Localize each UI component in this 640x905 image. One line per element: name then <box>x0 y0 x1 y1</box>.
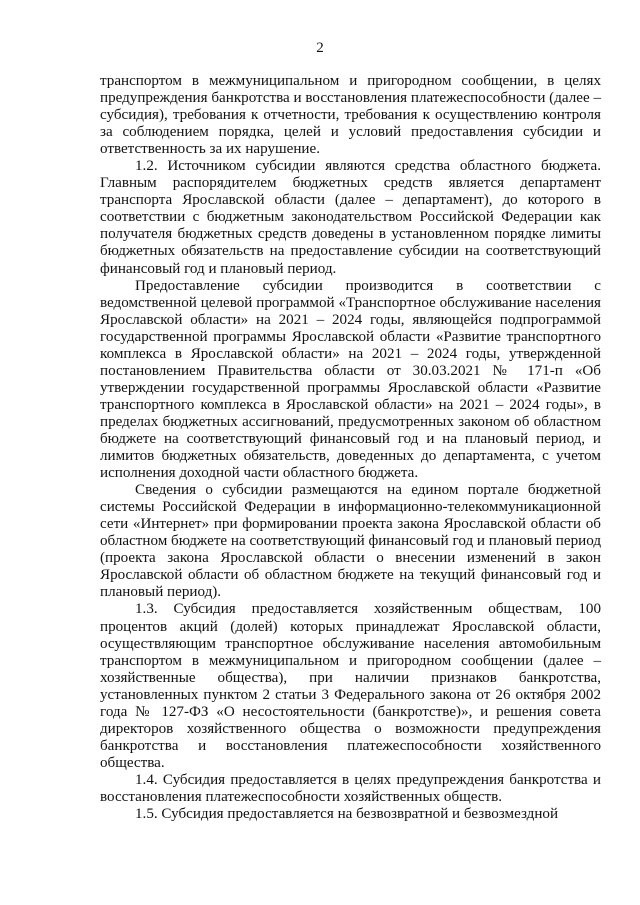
paragraph-continuation: транспортом в межмуниципальном и пригородном сообщении, в целях предупреждения банкротства и восстановления платежеспособности (далее – субсидия), требования к отчетности, требования к осуществлению контроля за соблюдением порядка, целей и условий предоставления субсидии и ответственность за их нарушение. <box>100 73 601 158</box>
paragraph-1-4-purpose: 1.4. Субсидия предоставляется в целях предупреждения банкротства и восстановления платежеспособности хозяйственных обществ. <box>100 771 601 805</box>
paragraph-provision-program: Предоставление субсидии производится в соответствии с ведомственной целевой программой «Транспортное обслуживание населения Ярославской области» на 2021 – 2024 годы, являющейся подпрограммой государственной программы Ярославской области «Развитие транспортного комплекса в Ярославской области» на 2021 – 2024 годы, утвержденной постановлением Правительства области от 30.03.2021 № 171-п «Об утверждении государственной программы Ярославской области «Развитие транспортного комплекса в Ярославской области» на 2021 – 2024 годы», в пределах бюджетных ассигнований, предусмотренных законом об областном бюджете на соответствующий финансовый год и на плановый период, и лимитов бюджетных обязательств, доведенных до департамента, с учетом исполнения доходной части областного бюджета. <box>100 277 601 482</box>
paragraph-1-5-terms: 1.5. Субсидия предоставляется на безвозвратной и безвозмездной <box>135 806 559 823</box>
paragraph-1-2-funding-source: 1.2. Источником субсидии являются средства областного бюджета. Главным распорядителем бюджетных средств является департамент транспорта Ярославской области (далее – департамент), до которого в соответствии с бюджетным законодательством Российской Федерации как получателя бюджетных средств доведены в установленном порядке лимиты бюджетных обязательств на предоставление субсидии на соответствующий финансовый год и плановый период. <box>100 158 601 277</box>
paragraph-subsidy-information: Сведения о субсидии размещаются на едином портале бюджетной системы Российской Федерации в информационно-телекоммуникационной сети «Интернет» при формировании проекта закона Ярославской области об областном бюджете на соответствующий финансовый год и плановый период (проекта закона Ярославской области о внесении изменений в закон Ярославской области об областном бюджете на текущий финансовый год и плановый период). <box>100 482 601 601</box>
paragraph-1-3-recipients: 1.3. Субсидия предоставляется хозяйственным обществам, 100 процентов акций (долей) которых принадлежат Ярославской области, осуществляющим транспортное обслуживание населения автомобильным транспортом в межмуниципальном и пригородном сообщении (далее – хозяйственные общества), при наличии признаков банкротства, установленных пунктом 2 статьи 3 Федерального закона от 26 октября 2002 года № 127-ФЗ «О несостоятельности (банкротстве)», и решения совета директоров хозяйственного общества о возможности предупреждения банкротства и восстановления платежеспособности хозяйственного общества. <box>100 601 601 771</box>
page-number: 2 <box>316 40 324 56</box>
document-body <box>100 73 601 823</box>
